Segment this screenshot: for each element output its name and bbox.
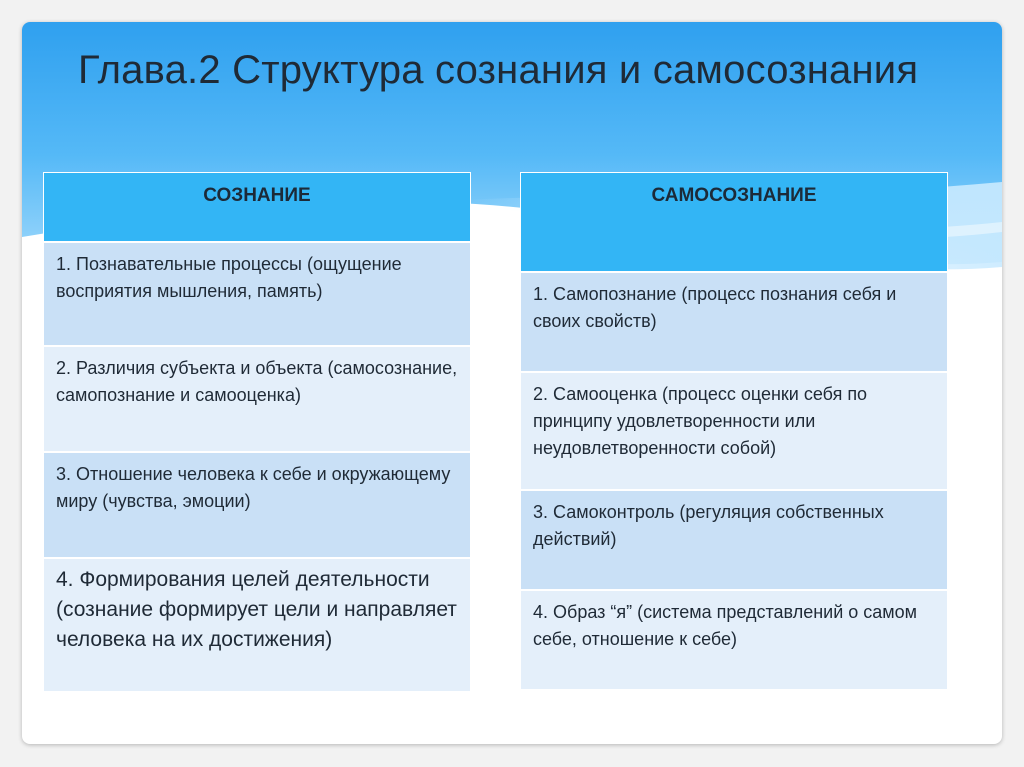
slide-title: Глава.2 Структура сознания и самосознания bbox=[78, 48, 919, 92]
self-consciousness-item-1: 1. Самопознание (процесс познания себя и своих свойств) bbox=[520, 272, 948, 372]
self-consciousness-item-2: 2. Самооценка (процесс оценки себя по принципу удовлетворенности или неудовлетворенности собой) bbox=[520, 372, 948, 490]
consciousness-item-3: 3. Отношение человека к себе и окружающему миру (чувства, эмоции) bbox=[43, 452, 471, 558]
consciousness-item-4: 4. Формирования целей деятельности (сознание формирует цели и направляет человека на их достижения) bbox=[43, 558, 471, 692]
consciousness-column bbox=[43, 172, 471, 692]
self-consciousness-item-4: 4. Образ “я” (система представлений о самом себе, отношение к себе) bbox=[520, 590, 948, 690]
consciousness-header: СОЗНАНИЕ bbox=[43, 172, 471, 242]
slide bbox=[22, 22, 1002, 744]
consciousness-item-2: 2. Различия субъекта и объекта (самосознание, самопознание и самооценка) bbox=[43, 346, 471, 452]
consciousness-item-1: 1. Познавательные процессы (ощущение восприятия мышления, память) bbox=[43, 242, 471, 346]
self-consciousness-item-3: 3. Самоконтроль (регуляция собственных действий) bbox=[520, 490, 948, 590]
self-consciousness-header: САМОСОЗНАНИЕ bbox=[520, 172, 948, 272]
self-consciousness-column bbox=[520, 172, 948, 690]
